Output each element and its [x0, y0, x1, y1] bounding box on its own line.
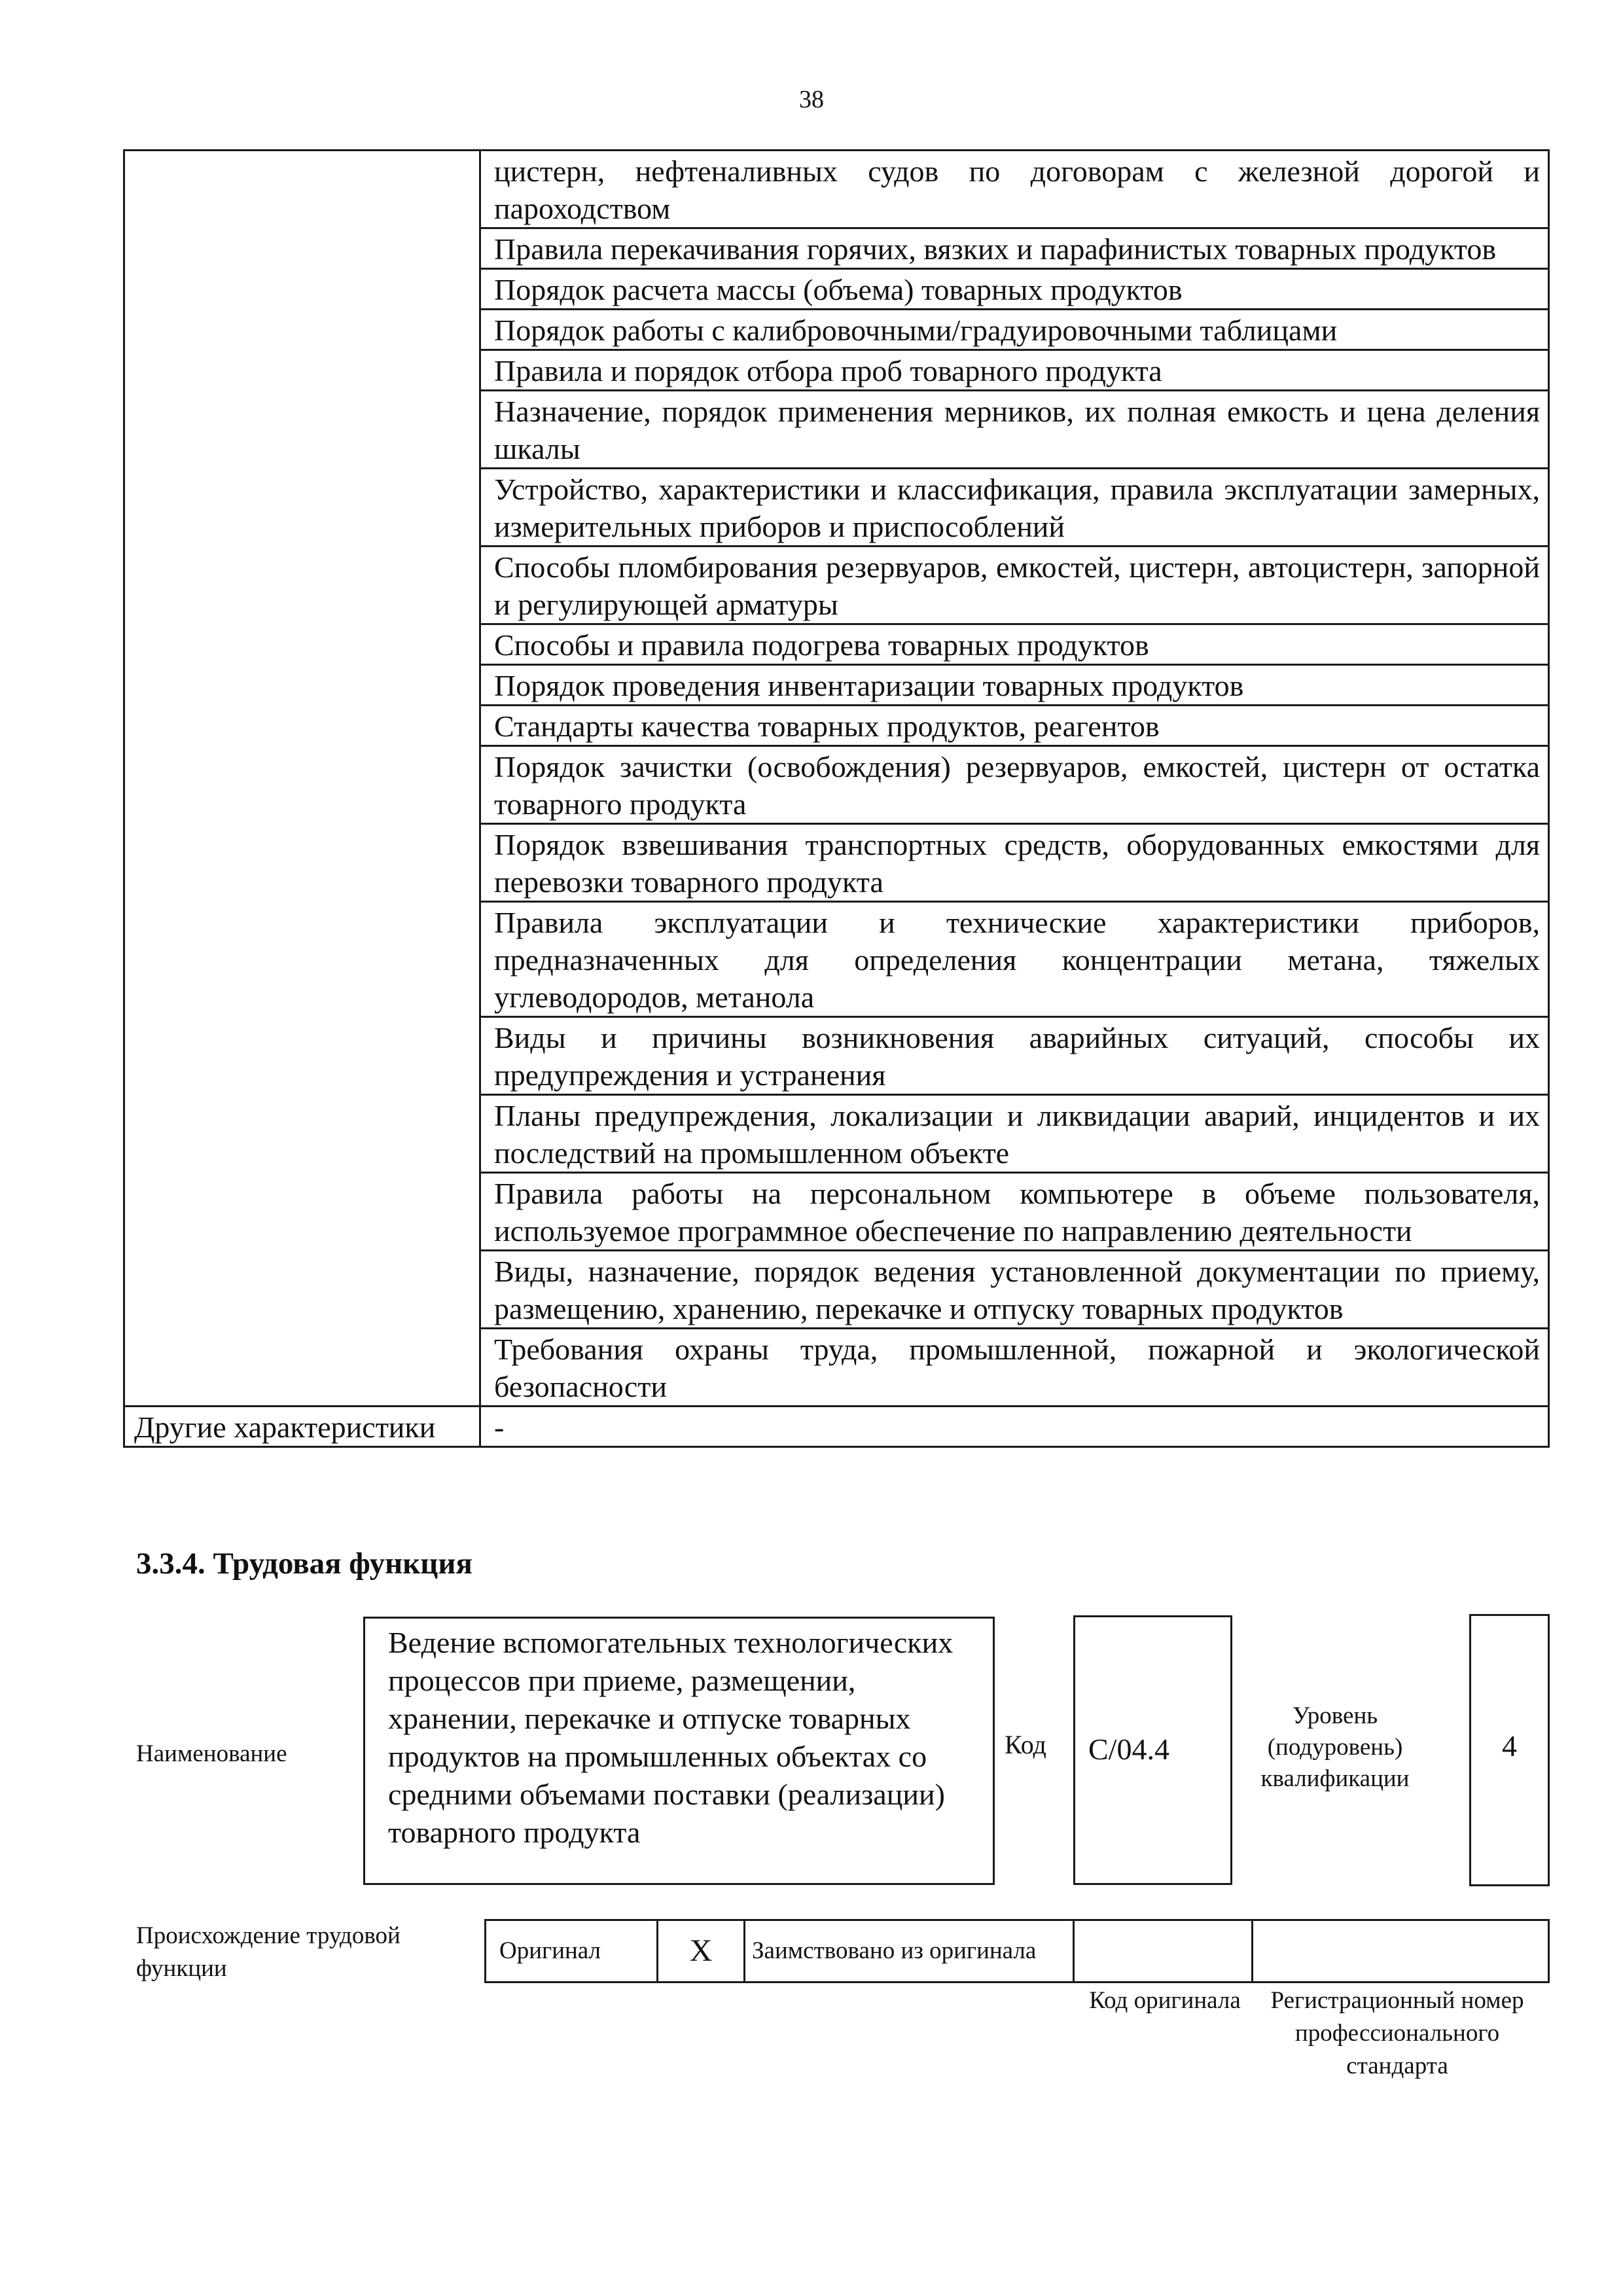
- requirement-item: Виды, назначение, порядок ведения установленной документации по приему, размещению, хранению, перекачке и отпуску товарных продуктов: [480, 1251, 1549, 1329]
- other-characteristics-value: -: [480, 1407, 1549, 1447]
- requirement-item: Правила и порядок отбора проб товарного продукта: [480, 350, 1549, 391]
- table-row-other: [124, 1407, 1549, 1447]
- requirement-item: цистерн, нефтеналивных судов по договорам с железной дорогой и пароходством: [480, 151, 1549, 228]
- level-label: Уровень (подуровень) квалификации: [1260, 1702, 1410, 1792]
- code-label: Код: [1005, 1730, 1046, 1759]
- section-title: 3.3.4. Трудовая функция: [136, 1547, 473, 1581]
- borrowed-label: Заимствовано из оригинала: [745, 1920, 1074, 1982]
- requirement-item: Способы и правила подогрева товарных продуктов: [480, 624, 1549, 665]
- origin-label: Происхождение трудовой функции: [136, 1922, 401, 1982]
- code-original-cell: [1074, 1920, 1253, 1982]
- requirement-item: Правила эксплуатации и технические характеристики приборов, предназначенных для определения концентрации метана, тяжелых углеводородов, метанола: [480, 902, 1549, 1017]
- requirement-item: Порядок работы с калибровочными/градуировочными таблицами: [480, 310, 1549, 350]
- requirement-item: Порядок расчета массы (объема) товарных продуктов: [480, 269, 1549, 310]
- requirement-item: Порядок взвешивания транспортных средств, оборудованных емкостями для перевозки товарного продукта: [480, 824, 1549, 902]
- function-name-value: Ведение вспомогательных технологических процессов при приеме, размещении, хранении, перекачке и отпуске товарных продуктов на промышленных объектах со средними объемами поставки (реализации) товарного продукта: [363, 1617, 995, 1885]
- requirement-item: Правила перекачивания горячих, вязких и парафинистых товарных продуктов: [480, 228, 1549, 269]
- table-row: [124, 151, 1549, 228]
- requirements-table: [123, 149, 1550, 1448]
- origin-table: [484, 1919, 1550, 1983]
- level-value: 4: [1469, 1614, 1550, 1886]
- other-characteristics-label: Другие характеристики: [124, 1407, 480, 1447]
- requirement-item: Устройство, характеристики и классификация, правила эксплуатации замерных, измерительных приборов и приспособлений: [480, 469, 1549, 547]
- requirement-item: Стандарты качества товарных продуктов, реагентов: [480, 706, 1549, 746]
- requirement-item: Требования охраны труда, промышленной, пожарной и экологической безопасности: [480, 1329, 1549, 1407]
- name-label: Наименование: [136, 1740, 287, 1767]
- requirement-item: Порядок проведения инвентаризации товарных продуктов: [480, 665, 1549, 706]
- requirement-item: Правила работы на персональном компьютере в объеме пользователя, используемое программное обеспечение по направлению деятельности: [480, 1173, 1549, 1251]
- requirement-item: Назначение, порядок применения мерников, их полная емкость и цена деления шкалы: [480, 391, 1549, 469]
- page-number: 38: [799, 86, 824, 113]
- requirement-item: Порядок зачистки (освобождения) резервуаров, емкостей, цистерн от остатка товарного продукта: [480, 746, 1549, 824]
- original-label: Оригинал: [486, 1920, 658, 1982]
- code-original-label: Код оригинала: [1089, 1987, 1241, 2014]
- requirements-label-cell: [124, 151, 480, 1407]
- reg-number-cell: [1253, 1920, 1549, 1982]
- original-mark: X: [658, 1920, 745, 1982]
- code-value: С/04.4: [1073, 1615, 1232, 1885]
- requirement-item: Планы предупреждения, локализации и ликвидации аварий, инцидентов и их последствий на промышленном объекте: [480, 1095, 1549, 1173]
- requirement-item: Способы пломбирования резервуаров, емкостей, цистерн, автоцистерн, запорной и регулирующей арматуры: [480, 547, 1549, 624]
- requirement-item: Виды и причины возникновения аварийных ситуаций, способы их предупреждения и устранения: [480, 1017, 1549, 1095]
- reg-number-label: Регистрационный номер профессионального стандарта: [1270, 1987, 1524, 2079]
